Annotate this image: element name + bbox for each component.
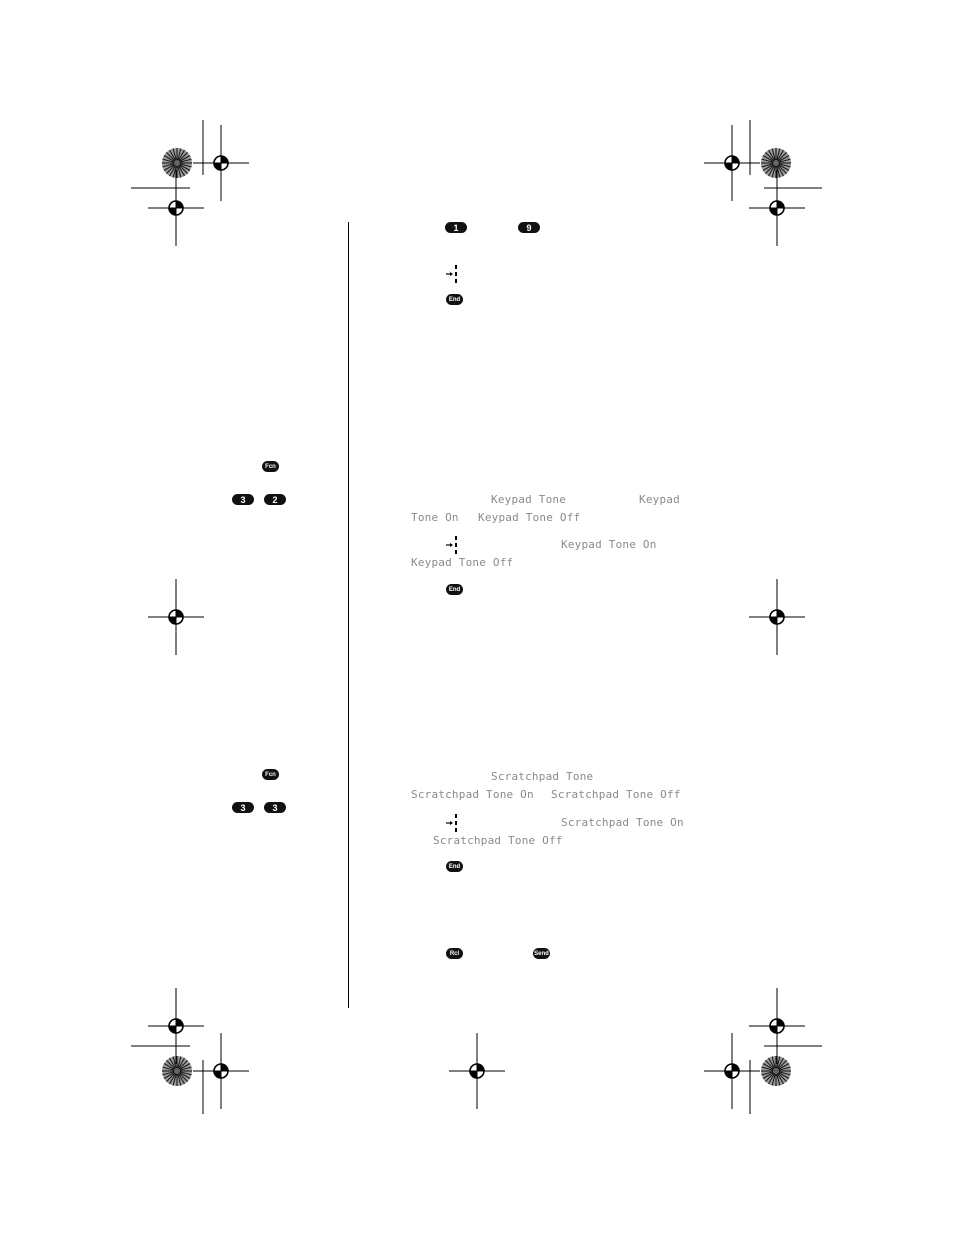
lcd-scratchpad-tone: Scratchpad Tone	[491, 770, 594, 783]
column-divider	[348, 222, 349, 1008]
key-end-icon: End	[446, 861, 463, 872]
starburst-icon	[162, 1056, 192, 1086]
lcd-tone-on: Tone On	[411, 511, 459, 524]
starburst-icon	[162, 148, 192, 178]
lcd-scratchpad-tone-off: Scratchpad Tone Off	[551, 788, 681, 801]
key-1-icon: 1	[445, 222, 467, 233]
crosshair-icon	[148, 170, 204, 246]
lcd-keypad-tone-off-2: Keypad Tone Off	[411, 556, 514, 569]
key-fcn-icon: Fcn	[262, 461, 279, 472]
crosshair-icon	[749, 988, 805, 1064]
lcd-scratchpad-tone-off-2: Scratchpad Tone Off	[433, 834, 563, 847]
lcd-scratchpad-tone-on: Scratchpad Tone On	[411, 788, 534, 801]
key-3-icon: 3	[264, 802, 286, 813]
scroll-icon	[444, 535, 460, 555]
crosshair-icon	[704, 125, 760, 201]
key-end-icon: End	[446, 294, 463, 305]
key-send-icon: Send	[533, 948, 550, 959]
crosshair-icon	[749, 170, 805, 246]
key-9-icon: 9	[518, 222, 540, 233]
scroll-icon	[444, 264, 460, 284]
key-3-icon: 3	[232, 494, 254, 505]
starburst-icon	[761, 1056, 791, 1086]
crosshair-icon	[704, 1033, 760, 1109]
scroll-icon	[444, 813, 460, 833]
key-rcl-icon: Rcl	[446, 948, 463, 959]
lcd-keypad-tone-off: Keypad Tone Off	[478, 511, 581, 524]
lcd-keypad-tone-on: Keypad Tone On	[561, 538, 657, 551]
crosshair-icon	[749, 579, 805, 655]
lcd-scratchpad-tone-on-2: Scratchpad Tone On	[561, 816, 684, 829]
crosshair-icon	[148, 988, 204, 1064]
crosshair-icon	[193, 1033, 249, 1109]
key-2-icon: 2	[264, 494, 286, 505]
lcd-keypad-tone: Keypad Tone	[491, 493, 567, 506]
crosshair-icon	[193, 125, 249, 201]
key-3-icon: 3	[232, 802, 254, 813]
crosshair-icon	[148, 579, 204, 655]
lcd-keypad: Keypad	[639, 493, 680, 506]
crosshair-icon	[449, 1033, 505, 1109]
starburst-icon	[761, 148, 791, 178]
key-fcn-icon: Fcn	[262, 769, 279, 780]
key-end-icon: End	[446, 584, 463, 595]
